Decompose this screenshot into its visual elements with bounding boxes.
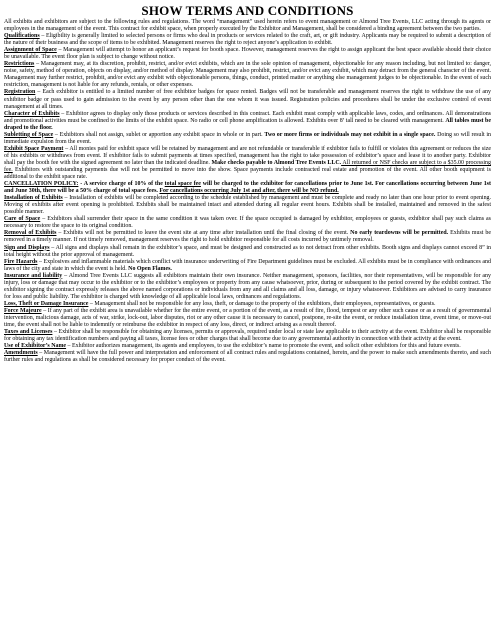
section-registration <box>4 89 491 110</box>
section-bold-text: No Open Flames. <box>128 265 172 272</box>
section-cancellation <box>4 181 491 195</box>
section-assignment <box>4 47 491 61</box>
section-care <box>4 216 491 230</box>
section-bold-underline-text: total space fee <box>164 181 201 188</box>
intro-paragraph: All exhibits and exhibitors are subject to the following rules and regulations. The word “management” used herein refers to event management or Almond Tree Events, LLC acting through its agents or employees in the management of the event. This contract for exhibit space, when properly executed by the Exhibitor and Management, shall be considered a binding agreement between the two parties. <box>4 19 491 33</box>
section-text: – Exhibitor shall be responsible for obtaining any licenses, permits or approvals, required under local or state law applicable to their activity at the event. Exhibitor shall be responsible for obtaining any tax identification numbers and paying all taxes, license fees or other charges that shall become due to any governmental authority in connection with their activity at the event. <box>4 329 492 343</box>
section-term: Exhibit Space Payment <box>4 145 64 152</box>
section-term: Assignment of Space <box>4 47 57 54</box>
section-force-majeure <box>4 308 491 329</box>
section-restrictions <box>4 61 491 89</box>
section-insurance <box>4 273 491 301</box>
section-term: Sign and Displays <box>4 244 50 251</box>
section-removal <box>4 230 491 244</box>
section-term: Insurance and liability <box>4 272 63 279</box>
section-fire <box>4 259 491 273</box>
section-term: Character of Exhibits <box>4 110 60 117</box>
section-term: Loss, Theft or Damage Insurance <box>4 300 89 307</box>
section-signs <box>4 245 491 259</box>
section-term: Care of Space <box>4 216 41 223</box>
section-text: – Almond Tree Events LLC suggests all exhibitors maintain their own insurance. Neither management, sponsors, facilities, nor their representatives, will be responsible for any injury, loss or damage that may occur to the exhibitor or to the exhibitor’s employees or property from any cause whatsoever, prior, during or subsequent to the period covered by the exhibit contract. The exhibitor signing the contract expressly releases the above named corporations or individuals from any and all claims and all loss, damage, or injury whatsoever. Exhibitors are advised to carry insurance for loss and public liability. The exhibitor is charged with knowledge of all applicable local laws, ordinances and regulations. <box>4 272 491 300</box>
section-bold-text: Two or more firms or individuals may not exhibit in a single space. <box>264 131 436 138</box>
section-text: – Installation of exhibits will be completed according to the schedule established by management and must be complete and ready no later than one hour prior to event opening. Moving of exhibits after event opening is prohibited. Exhibits shall be maintained intact and attended during all regular event hours. Exhibits shall be installed, maintained and removed in the safest possible manner. <box>4 195 491 216</box>
section-text-2: Exhibits must be removed in a timely manner. If not timely removed, management reserves the right to hold exhibitor responsible for all costs incurred by untimely removal. <box>4 230 491 244</box>
section-term: CANCELLATION POLICY: <box>4 181 79 188</box>
section-term: Fire Hazards <box>4 258 38 265</box>
section-bold-text: No early teardowns will be permitted. <box>350 230 449 237</box>
section-term: Use of Exhibitor’s Name <box>4 343 67 350</box>
section-term: Amendments <box>4 350 38 357</box>
section-term: Removal of Exhibits <box>4 230 57 237</box>
section-text-2: Exhibitors with outstanding payments due will not be permitted to move into the show. Space payments include contracted real estate and promotion of the event. All other booth equipment is additional to the exhibit space rate. <box>4 166 491 181</box>
section-installation <box>4 195 491 216</box>
section-bold-text: Make checks payable to Almond Tree Events LLC. <box>211 159 342 166</box>
section-taxes <box>4 329 491 343</box>
section-text: – All signs and displays shall remain in the exhibitor’s space, and must be designed and constructed as to not detract from other exhibits. Booth signs and displays cannot exceed 8” in total height without the prior approval of management. <box>4 244 492 258</box>
section-text: – Exhibitors shall not assign, sublet or apportion any exhibit space in whole or in part. <box>53 131 265 138</box>
section-amendments <box>4 350 491 364</box>
section-term: Registration <box>4 89 36 96</box>
section-term: Force Majeure <box>4 307 42 314</box>
page-title: SHOW TERMS AND CONDITIONS <box>141 3 354 18</box>
section-qualifications <box>4 33 491 47</box>
section-bold-text: All tables must be draped to the floor. <box>4 117 491 131</box>
section-term: Qualifications <box>4 33 40 40</box>
section-text: – Exhibitors shall surrender their space in the same condition it was taken over. If the space occupied is damaged by exhibitor, employees or guests, exhibitor shall pay such claims as necessary to restore the space to its original condition. <box>4 216 491 230</box>
section-underline-text: All returned or NSF checks are subject to a $35.00 processing fee. <box>4 159 491 173</box>
section-text: – All monies paid for exhibit space will be retained by management and are not refundable or transferable if exhibitor fails to fulfill or violates this agreement or reduces the size of his exhibits or withdraws from event. If exhibitor fails to submit payments at times specified, management has the right to take possession of exhibitor’s space and lease it to another party. Exhibitor shall pay the booth fee with the signed agreement no later than the indicated deadline. <box>4 145 491 166</box>
section-text: – Exhibitor authorizes management, its agents and employees, to use the exhibitor’s name to promote the event, and solicit other exhibitors for this and future events. <box>66 343 461 350</box>
section-text: – Management will attempt to honor an applicant’s request for booth space. However, management reserves the right to assign applicant the best space available should their choice be unavailable. The event floor plan is subject to change without notice. <box>4 47 491 61</box>
section-text: – If any part of the exhibit area is unavailable whether for the entire event, or a portion of the event, as a result of fire, flood, tempest or any other such cause or as a result of governmental intervention, malicious damage, acts of war, strike, lock-out, labor disputes, riot or any other cause it is necessary to cancel, postpone, re-site the event, or reduce installation time, event time, or move-out time, the event shall not be liable to indemnify or reimburse the exhibitor in respect of any loss, direct, or indirect arising as a result thereof. <box>4 307 491 329</box>
section-payment <box>4 146 491 181</box>
section-bold-underline-text-2: For cancellations occurring July 1st and after, there will be NO refund. <box>159 188 339 195</box>
section-character <box>4 111 491 132</box>
section-subletting <box>4 132 491 146</box>
section-term: Subletting of Space <box>4 131 54 138</box>
section-text: – Management shall not be responsible for any loss, theft, or damage to the property of the exhibitors, their employees, representatives, or guests. <box>88 300 436 307</box>
section-text: – Explosives and inflammable materials which conflict with insurance underwriting of Fire Department guidelines must be excluded. All exhibits must be in compliance with ordinances and laws of the city and state in which the event is held. <box>4 258 491 272</box>
section-term: Installation of Exhibits <box>4 195 63 202</box>
section-loss <box>4 301 491 308</box>
section-text: – Management may, at its discretion, prohibit, restrict, and/or evict exhibits, which are in the sole opinion of management, objectionable for any reason including, but not limited to: danger, noise, safety, method of operation, objects on display, and/or method of display. Management may also prohibit, restrict, and/or evict any exhibit, which may detract from the general character of the event. Management may further restrict, prohibit, and/or evict any exhibit with objectionable persons, things, conduct, printed matter or anything else management judges to be objectionable. In the event of such restriction, management is not liable for any refunds, rentals, or other expenses. <box>4 61 491 89</box>
section-text: – Management will have the full power and interpretation and enforcement of all contract rules and regulations contained, herein, and the power to make such amendments thereto, and such further rules and regulations as shall be considered necessary for proper conduct of the event. <box>4 350 491 364</box>
section-text: – Exhibits will not be permitted to leave the event site at any time after installation until the final closing of the event. <box>56 230 351 237</box>
section-term: Restrictions <box>4 61 35 68</box>
section-text-2: Doing so will result in immediate expulsion from the event. <box>4 131 491 145</box>
section-text: – Each exhibitor is entitled to a limited number of free exhibitor badges for space rented. Badges will not be transferable and management reserves the right to withdraw the use of any exhibitor badge or pass used to gain admission to the event by any person other than the one whom it was issued. Registration policies and procedures shall be under the exclusive control of event management at all times. <box>4 89 491 110</box>
section-bold-text: - A service charge of 10% of the <box>78 181 165 188</box>
section-term: Taxes and Licenses <box>4 329 53 336</box>
section-text: – Exhibitor agrees to display only those products or services described in this contract. Each exhibit must comply with applicable laws, codes, and ordinances. All demonstrations and promotional activities must be confined to the limits of the exhibit space. No radio or cell phone amplification is allowed. Exhibits over 8’ tall need to be cleared with management. <box>4 110 491 124</box>
section-bold-text-2: will be charged to the exhibitor for cancellations prior to June 1st. For cancellations occurring between June 1st and June 30th, there will be a 50% charge of total space fees. <box>4 181 491 195</box>
section-text: – Eligibility is generally limited to selected persons or firms who deal in products or services related to the craft, art, or gift industry. Applicants may be required to submit a description of the nature of their business and the scope of items to be exhibited. Management reserves the right to reject anyone’s application to exhibit. <box>4 33 491 47</box>
